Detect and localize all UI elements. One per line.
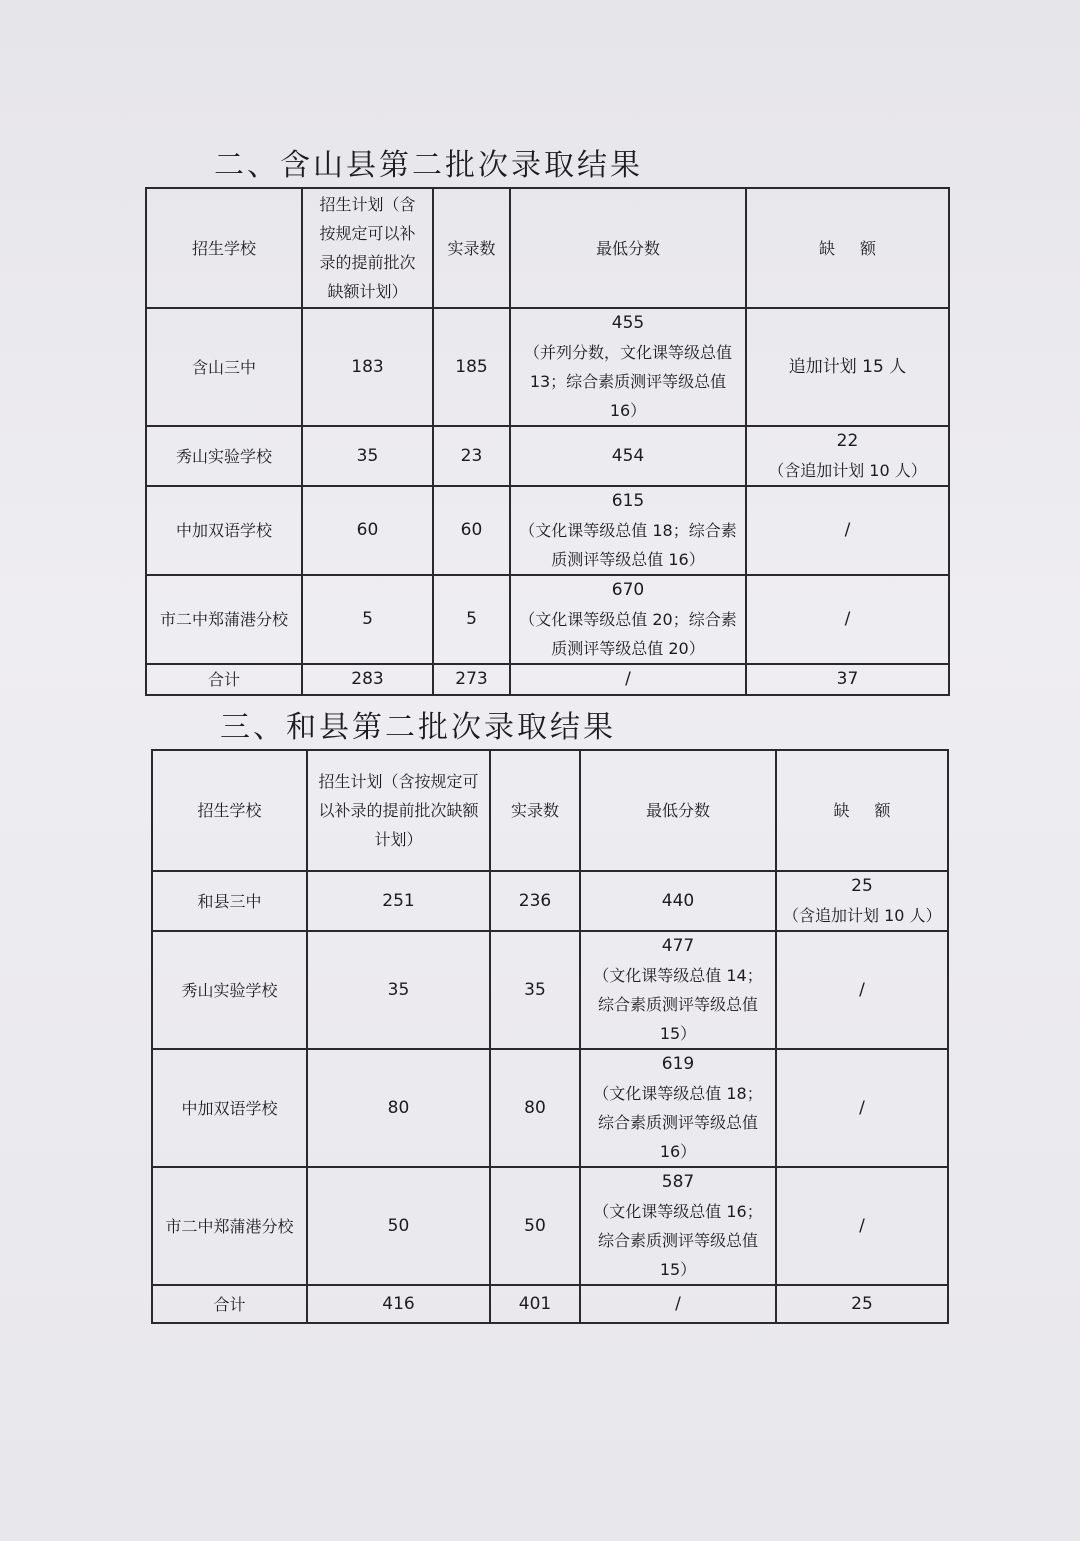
total-plan: 283 xyxy=(302,664,433,695)
vacancy-value: 25 xyxy=(851,876,873,896)
table-row xyxy=(146,486,949,575)
total-vacancy: 37 xyxy=(746,664,949,695)
total-row xyxy=(146,664,949,695)
plan-cell: 50 xyxy=(307,1167,490,1285)
total-plan: 416 xyxy=(307,1285,490,1323)
min-score-value: 619 xyxy=(661,1054,695,1074)
school-cell: 和县三中 xyxy=(152,871,307,931)
admitted-cell: 35 xyxy=(490,931,580,1049)
admitted-cell: 80 xyxy=(490,1049,580,1167)
school-cell: 秀山实验学校 xyxy=(152,931,307,1049)
table-row xyxy=(152,931,948,1049)
min-score-cell: 440 xyxy=(580,871,776,931)
header-admitted: 实录数 xyxy=(433,188,510,308)
header-min-score: 最低分数 xyxy=(510,188,746,308)
school-cell: 秀山实验学校 xyxy=(146,426,302,486)
table-row xyxy=(146,575,949,664)
header-vacancy: 缺 额 xyxy=(776,750,948,871)
section-title-hanshan: 二、含山县第二批次录取结果 xyxy=(214,148,643,183)
table-row xyxy=(152,1049,948,1167)
min-score-value: 587 xyxy=(661,1172,695,1192)
plan-cell: 251 xyxy=(307,871,490,931)
table-row xyxy=(146,426,949,486)
min-score-cell xyxy=(510,575,746,664)
plan-cell: 5 xyxy=(302,575,433,664)
header-school: 招生学校 xyxy=(152,750,307,871)
min-score-note: （文化课等级总值 16；综合素质测评等级总值15） xyxy=(593,1202,763,1279)
admitted-cell: 23 xyxy=(433,426,510,486)
min-score-note: （并列分数，文化课等级总值13；综合素质测评等级总值16） xyxy=(523,343,732,420)
total-vacancy: 25 xyxy=(776,1285,948,1323)
header-plan: 招生计划（含按规定可以补录的提前批次缺额计划） xyxy=(302,188,433,308)
school-cell: 市二中郑蒲港分校 xyxy=(152,1167,307,1285)
header-plan: 招生计划（含按规定可以补录的提前批次缺额计划） xyxy=(307,750,490,871)
table-row xyxy=(146,308,949,426)
total-row xyxy=(152,1285,948,1323)
min-score-note: （文化课等级总值 20；综合素质测评等级总值 20） xyxy=(519,610,737,658)
min-score-value: 477 xyxy=(661,936,695,956)
hexian-results-table xyxy=(151,749,949,1324)
vacancy-cell xyxy=(746,426,949,486)
plan-cell: 35 xyxy=(307,931,490,1049)
header-vacancy: 缺 额 xyxy=(746,188,949,308)
section-title-hexian: 三、和县第二批次录取结果 xyxy=(220,710,616,745)
min-score-cell xyxy=(580,931,776,1049)
total-min-score: / xyxy=(580,1285,776,1323)
vacancy-note: （含追加计划 10 人） xyxy=(783,906,942,925)
plan-cell: 80 xyxy=(307,1049,490,1167)
header-admitted: 实录数 xyxy=(490,750,580,871)
admitted-cell: 60 xyxy=(433,486,510,575)
vacancy-cell: / xyxy=(776,1167,948,1285)
min-score-note: （文化课等级总值 14；综合素质测评等级总值15） xyxy=(593,966,763,1043)
vacancy-value: 22 xyxy=(836,431,859,451)
total-admitted: 401 xyxy=(490,1285,580,1323)
school-cell: 市二中郑蒲港分校 xyxy=(146,575,302,664)
school-cell: 中加双语学校 xyxy=(152,1049,307,1167)
min-score-cell: 454 xyxy=(510,426,746,486)
admitted-cell: 236 xyxy=(490,871,580,931)
table-header-row xyxy=(152,750,948,871)
admitted-cell: 50 xyxy=(490,1167,580,1285)
min-score-value: 455 xyxy=(611,313,645,333)
header-school: 招生学校 xyxy=(146,188,302,308)
header-min-score: 最低分数 xyxy=(580,750,776,871)
plan-cell: 183 xyxy=(302,308,433,426)
table-row xyxy=(152,1167,948,1285)
total-min-score: / xyxy=(510,664,746,695)
min-score-cell xyxy=(580,1049,776,1167)
vacancy-cell: / xyxy=(746,575,949,664)
admitted-cell: 185 xyxy=(433,308,510,426)
total-admitted: 273 xyxy=(433,664,510,695)
hanshan-results-table xyxy=(145,187,950,696)
min-score-value: 670 xyxy=(611,580,645,600)
vacancy-cell: / xyxy=(776,1049,948,1167)
min-score-note: （文化课等级总值 18；综合素质测评等级总值 16） xyxy=(519,521,737,569)
vacancy-cell: 追加计划 15 人 xyxy=(746,308,949,426)
vacancy-note: （含追加计划 10 人） xyxy=(768,461,927,480)
school-cell: 含山三中 xyxy=(146,308,302,426)
min-score-value: 615 xyxy=(611,491,645,511)
vacancy-cell xyxy=(776,871,948,931)
admitted-cell: 5 xyxy=(433,575,510,664)
total-label: 合计 xyxy=(152,1285,307,1323)
min-score-note: （文化课等级总值 18；综合素质测评等级总值16） xyxy=(593,1084,763,1161)
school-cell: 中加双语学校 xyxy=(146,486,302,575)
table-row xyxy=(152,871,948,931)
min-score-cell xyxy=(510,308,746,426)
vacancy-cell: / xyxy=(776,931,948,1049)
plan-cell: 35 xyxy=(302,426,433,486)
table-header-row xyxy=(146,188,949,308)
total-label: 合计 xyxy=(146,664,302,695)
min-score-cell xyxy=(510,486,746,575)
vacancy-cell: / xyxy=(746,486,949,575)
plan-cell: 60 xyxy=(302,486,433,575)
min-score-cell xyxy=(580,1167,776,1285)
